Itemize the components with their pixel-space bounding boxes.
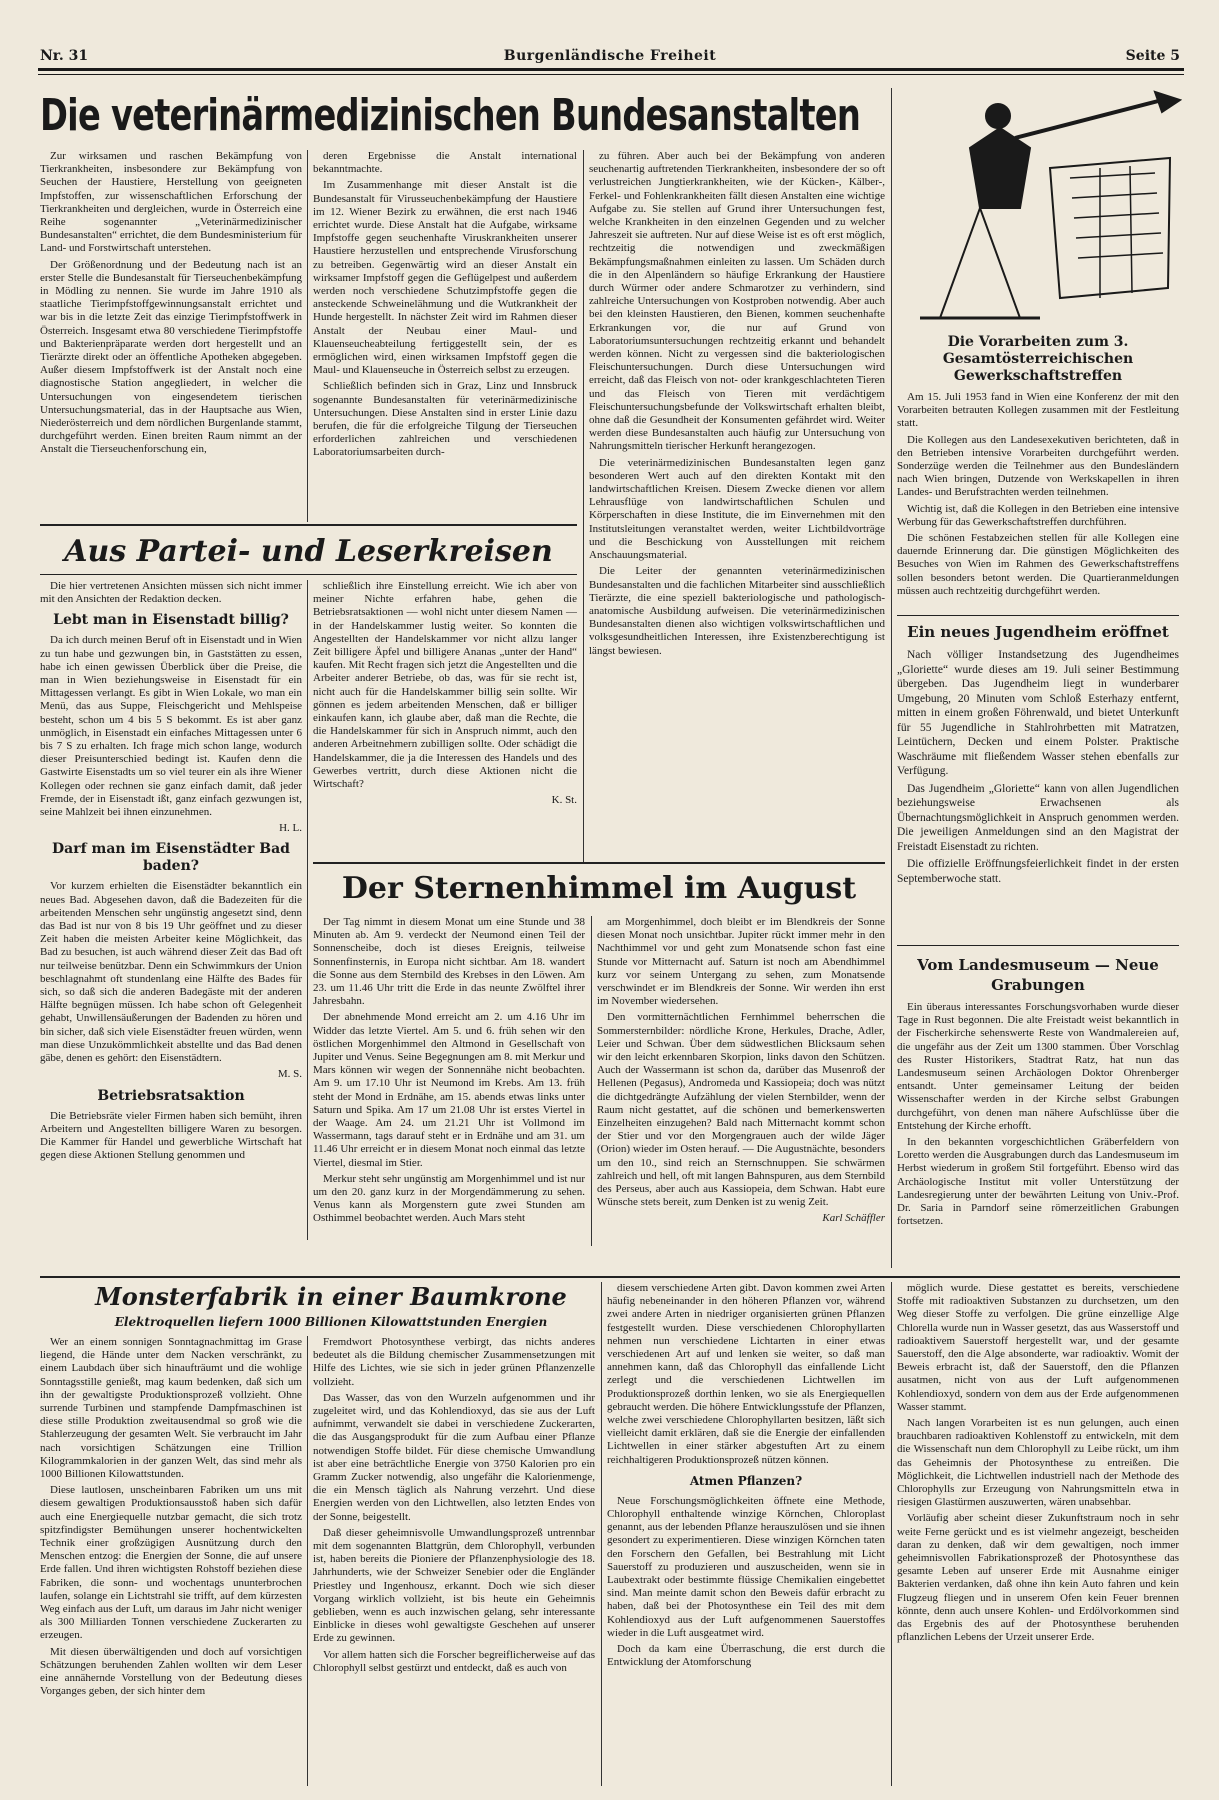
leserkreise-col-1: [40, 580, 302, 1240]
paragraph: Fremdwort Photosynthese verbirgt, das nichts anderes bedeutet als die Bildung chemischer Zusammensetzungen mit Hilfe des Lichtes, wie sie sich in jeder grünen Pflanzenzelle vollzieht.: [313, 1336, 595, 1388]
paragraph: Die Kollegen aus den Landesexekutiven berichteten, daß in den Betrieben intensive Vorarbeiten durchgeführt werden. Sonderzüge werden die Teilnehmer aus den Bundesländern nach Wien bringen, Dutzende von Werkskapellen in ihren Landes- und Berufstrachten werden teilnehmen.: [897, 433, 1179, 499]
issue-number: Nr. 31: [40, 48, 89, 64]
paragraph: Doch da kam eine Überraschung, die erst durch die Entwicklung der Atomforschung: [607, 1643, 885, 1669]
paragraph: deren Ergebnisse die Anstalt international bekanntmachte.: [313, 150, 577, 176]
paragraph: Der Größenordnung und der Bedeutung nach ist an erster Stelle die Bundesanstalt für Tierseuchenbekämpfung in Mödling zu nennen. Sie wurde im Jahre 1910 als staatliche Tierimpfstoffgewinnungsanstalt errichtet und war bis in die letzte Zeit das einzige Tierimpfstoffwerk in Österreich. Insgesamt etwa 80 verschiedene Tierimpfstoffe und Bakterienpräparate werden dort hergestellt und an Tierärzte direkt oder an öffentliche Apotheken abgegeben. Außer diesem Impfstoffwerk ist der Anstalt noch eine diagnostische Station angegliedert, in welcher die Untersuchungen von eingesendetem tierischen Untersuchungsmaterial, das in der Hauptsache aus Wien, Niederösterreich und dem nördlichen Burgenlande stammt, durchgeführt werden. Einen breiten Raum nimmt an der Anstalt die Tierseuchenforschung ein,: [40, 258, 302, 456]
disclaimer: Die hier vertretenen Ansichten müssen sich nicht immer mit den Ansichten der Redaktion decken.: [40, 580, 302, 606]
paragraph: Diese lautlosen, unscheinbaren Fabriken um uns mit diesem gewaltigen Produktionsausstoß haben sich dafür auch eine Energiequelle nutzbar gemacht, die sich trotz spitzfindigster Bemühungen unserer hochentwickelten Technik einer großzügigen Ausnützung durch den Menschen entzog: die Energien der Sonne, die auf unsere Erde fallen. Und ihren wichtigsten Rohstoff beziehen diese Fabriken, die sonn- und wochentags ununterbrochen laufen, solange ein Lichtstrahl sie trifft, auf dem kürzesten Weg einfach aus der Luft, um daraus im Jahr nicht weniger als 300 Milliarden Tonnen verschiedene Zuckerarten zu erzeugen.: [40, 1484, 302, 1642]
paragraph: Merkur steht sehr ungünstig am Morgenhimmel und ist nur um den 20. ganz kurz in der Morgendämmerung zu sehen. Venus kann als Morgenstern gute zwei Stunden am Osthimmel beobachtet werden. Auch Mars steht: [313, 1172, 585, 1225]
section-rule: [40, 1276, 1180, 1278]
landesmuseum-article: [897, 955, 1179, 1275]
monsterfabrik-col-4: [897, 1282, 1179, 1786]
jugendheim-headline: Ein neues Jugendheim eröffnet: [907, 623, 1169, 641]
paragraph: Die offizielle Eröffnungsfeierlichkeit findet in der ersten Septemberwoche statt.: [897, 858, 1179, 885]
paragraph: Die Betriebsräte vieler Firmen haben sich bemüht, ihren Arbeitern und Angestellten billigere Waren zu besorgen. Die Kammer für Handel und gewerbliche Wirtschaft hat gegen diese Aktionen Stellung genommen und: [40, 1109, 302, 1162]
gewerkschaft-trumpeter-illustration: [900, 88, 1182, 328]
paragraph: In den bekannten vorgeschichtlichen Gräberfeldern von Loretto werden die Ausgrabungen durch das Landesmuseum im Herbst wiederum in großem Stil fortgeführt. Ebenso wird das Archäologische Institut mit voller Unterstützung der Landesregierung unter der bewährten Leitung von Univ.-Prof. Dr. Saria in Parndorf seine römerzeitlichen Grabungen fortsetzen.: [897, 1136, 1179, 1228]
atmen-subheadline: Atmen Pflanzen?: [689, 1473, 803, 1488]
paragraph: Die Leiter der genannten veterinärmedizinischen Bundesanstalten und die fachlichen Mitarbeiter sind ausschließlich Tierärzte, die eine speziell bakteriologische und pathologisch-anatomische Ausbildung aufweisen. Die veterinärmedizinischen Bundesanstalten dienen also wichtigen volkswirtschaftlichen und volksgesundheitlichen Interessen, ihre Existenzberechtigung ist längst bewiesen.: [589, 565, 885, 657]
monsterfabrik-subtitle: Elektroquellen liefern 1000 Billionen Kilowattstunden Energien: [114, 1315, 548, 1329]
signature: K. St.: [551, 794, 577, 807]
sternenhimmel-col-1: [313, 916, 585, 1246]
jugendheim-article: [897, 622, 1179, 942]
landesmuseum-body: [897, 1001, 1179, 1261]
paragraph: Nach völliger Instandsetzung des Jugendheimes „Gloriette“ wurde dieses am 19. Juli seiner Bestimmung übergeben. Das Jugendheim liegt in wunderbarer Umgebung, 20 Minuten vom Schloß Esterhazy entfernt, mitten in einem großen Föhrenwald, und bietet Unterkunft für 55 Jugendliche in Stahlrohrbetten mit Matratzen, Leintüchern, Decken und einem Polster. Praktische Waschräume mit fließendem Wasser stehen ebenfalls zur Verfügung.: [897, 649, 1179, 777]
paragraph: möglich wurde. Diese gestattet es bereits, verschiedene Stoffe mit radioaktiven Substanzen zu durchsetzen, um den Weg dieser Stoffe zu verfolgen. Die grüne einzellige Alge Chlorella wurde nun in Wasser gesetzt, das aus Wasserstoff und radioaktivem Sauerstoff hergestellt war, und der gesamte Sauerstoff, den die Alge absonderte, war radioaktiv. Womit der Beweis erbracht ist, daß der Sauerstoff, den die Pflanzen ausatmen, nicht von aus der Luft aufgenommenen Kohlendioxyd, sondern von dem aus der Erde aufgenommenen Wasser stammt.: [897, 1282, 1179, 1413]
header-rule-thin: [38, 74, 1184, 75]
column-rule: [307, 1336, 308, 1786]
paragraph: Der abnehmende Mond erreicht am 2. um 4.16 Uhr im Widder das letzte Viertel. Am 5. und 6. früh sehen wir den östlichen Morgenhimmel den Altmond in Gesellschaft von Jupiter und Venus. Seine Begegnungen am 8. mit Merkur und Mars können wir wegen der Sonnennähe nicht beobachten. Am 9. um 17.10 Uhr ist Neumond im Krebs. Am 13. früh steht der Mond in Erdnähe, am 15. abends etwas links unter Saturn und Spika. Am 17 um 21.08 Uhr ist erstes Viertel in der Waage. Am 24. um 21.21 Uhr ist Vollmond im Wassermann, tags darauf steht er in Erdnähe und am 31. um 11.46 Uhr erreicht er in diesem Monat noch einmal das letzte Viertel, diesmal im Stier.: [313, 1011, 585, 1169]
paragraph: Der Tag nimmt in diesem Monat um eine Stunde und 38 Minuten ab. Am 9. verdeckt der Neumond einen Teil der Sonnenscheibe, doch ist dieses Ereignis, teilweise Sonnenfinsternis, in Europa nicht sichtbar. Am 18. wandert die Sonne aus dem Sternbild des Krebses in den Löwen. Am 23. um 11.46 Uhr tritt die Erde in das neunte Zwölftel ihrer Jahresbahn.: [313, 916, 585, 1008]
section-rule: [313, 862, 885, 864]
paragraph: Die schönen Festabzeichen stellen für alle Kollegen eine dauernde Erinnerung dar. Die günstigen Möglichkeiten des Besuches von Wien im Rahmen des Gewerkschaftstreffens sollen besonders betont werden. Die Quartieranmeldungen müssen auch rechtzeitig durchgeführt werden.: [897, 532, 1179, 597]
monsterfabrik-col-1: [40, 1336, 302, 1786]
paragraph: Daß dieser geheimnisvolle Umwandlungsprozeß untrennbar mit dem sogenannten Blattgrün, dem Chlorophyll, verbunden ist, haben bereits die Pioniere der Pflanzenphysiologie des 18. Jahrhunderts, wie der Schweizer Senebier oder die Engländer Priestley und Ingenhousz, erkannt. Doch wie sich dieser Vorgang wirklich vollzieht, ist bis heute ein Geheimnis geblieben, wenn es auch inzwischen gelang, sehr interessante Einblicke in dieses wohl gewaltigste Geschehen auf unserer Erde zu gewinnen.: [313, 1526, 595, 1645]
paragraph: schließlich ihre Einstellung erreicht. Wie ich aber von meiner Nichte erfahren habe, gehen die Betriebsratsaktionen — wohl nicht unter diesem Namen — in der Handelskammer lustig weiter. So konnten die Angestellten der Handelskammer vor nicht allzu langer Zeit billigere Äpfel und billigere Ananas „unter der Hand“ kaufen. Mit Recht fragen sich jetzt die Angestellten und die Arbeiter anderer Betriebe, ob das, was für sie recht ist, nicht auch für die Handelskammer billig sein sollte. Wir gönnen es jedem arbeitenden Menschen, daß er billiger einkaufen kann, ich glaube aber, daß man die Rechte, die die Handelskammer für sich in Anspruch nimmt, auch den anderen Arbeitnehmern zubilligen sollte. Oder schädigt die Handelskammer, die ja die Interessen des Handels und des Gewerbes vertritt, durch diese Aktionen nicht die Wirtschaft?: [313, 580, 577, 791]
paragraph: Schließlich befinden sich in Graz, Linz und Innsbruck sogenannte Bundesanstalten für veterinärmedizinische Untersuchungen. Diese Anstalten sind in erster Linie dazu berufen, die für die erfolgreiche Tilgung der Tierseuchen erforderlichen zahlreichen und verschiedenen Laboratoriumsarbeiten durch-: [313, 380, 577, 459]
section-rule: [40, 524, 577, 526]
column-rule: [307, 580, 308, 1240]
main-article-col-2: [313, 150, 577, 522]
section-rule: [40, 574, 577, 575]
paragraph: Das Jugendheim „Gloriette“ kann von allen Jugendlichen beziehungsweise Erwachsenen als Übernachtungsmöglichkeit in Anspruch genommen werden. Die jeweiligen Anmeldungen sind an den Magistrat der Freistadt Eisenstadt zu richten.: [897, 782, 1179, 853]
paragraph: Das Wasser, das von den Wurzeln aufgenommen und ihr zugeleitet wird, und das Kohlendioxyd, das sie aus der Luft aufnimmt, verwandelt sie dabei in verschiedene Zuckerarten, die das Ausgangsprodukt für die zum Aufbau einer Pflanze notwendigen Stoffe bildet. Für diese chemische Umwandlung ist aber eine beträchtliche Energie von 3750 Kalorien pro ein Gramm Zucker notwendig, also ungefähr die Kalorienmenge, die ein Mensch täglich als Nahrung verzehrt. Und diese Energien werden von den Lichtwellen, also letzten Endes von der Sonne, beigestellt.: [313, 1391, 595, 1523]
paragraph: Da ich durch meinen Beruf oft in Eisenstadt und in Wien zu tun habe und gezwungen bin, in Gaststätten zu essen, habe ich einen gewissen Überblick über die Preise, die man in Wien beziehungsweise in Eisenstadt für ein Mittagessen verlangt. Es gibt in Wien Lokale, wo man ein Menü, das aus Suppe, Fleischgericht und Mehlspeise besteht, schon um 4 bis 5 S bekommt. Es ist aber ganz unmöglich, in Eisenstadt ein einfaches Mittagessen unter 6 bis 7 S zu erhalten. Ich frage mich schon lange, wodurch dieser Preisunterschied bedingt ist. Kaufen denn die Gastwirte Eisenstadts um so viel teurer ein als ihre Wiener Kollegen oder rechnen sie ganz einfach damit, daß jeder Fremde, der in Eisenstadt ißt, ganz einfach gezwungen ist, seine Mahlzeit bei ihnen einzunehmen.: [40, 634, 302, 819]
section-rule: [897, 945, 1179, 946]
paragraph: Ein überaus interessantes Forschungsvorhaben wurde dieser Tage in Rust begonnen. Die alte Freistadt weist bekanntlich in der Fischerkirche sehenswerte Reste von Wandmalereien auf, die ungefähr aus der Zeit um 1300 stammen. Über Vorschlag des Ruster Historikers, Stadtrat Ratz, hat nun das Landesmuseum seinen Archäologen Doktor Ohrenberger entsandt. Unter gemeinsamer Leitung der beiden Wissenschafter werden in der Kirche selbst Grabungen durchgeführt, von denen man nähere Aufschlüsse über die Entstehung der Kirche erhofft.: [897, 1001, 1179, 1132]
bad-headline: Darf man im Eisenstädter Bad baden?: [52, 841, 290, 875]
paragraph: Wer an einem sonnigen Sonntagnachmittag im Grase liegend, die Hände unter dem Nacken verschränkt, zu einem Laubdach über sich hinaufträumt und die wohlige Sonntagsstille genießt, mag kaum bedenken, daß sich um ihn der gewaltigste Produktionsprozeß vollzieht. Ohne surrende Turbinen und stampfende Dampfmaschinen ist diese stille Produktion zweitausendmal so groß wie die Stahlerzeugung der gesamten Welt. Sie verbraucht im Jahr nach vorsichtigen Schätzungen eine Trillion Kilogrammkalorien in der ganzen Welt, das sind mehr als 1000 Billionen Kilowattstunden.: [40, 1336, 302, 1481]
monsterfabrik-col-2: [313, 1336, 595, 1786]
monsterfabrik-col-3: [607, 1282, 885, 1786]
paragraph: Neue Forschungsmöglichkeiten öffnete eine Methode, Chlorophyll enthaltende winzige Körnchen, Chloroplast genannt, aus der lebenden Pflanze herauszulösen und sie ihnen gesondert zu experimentieren. Diese winzigen Körnchen taten den Forschern den Gefallen, bei Bestrahlung mit Licht Sauerstoff zu produzieren und auszuscheiden, wenn sie in Laubextrakt oder bestimmte flüssige Chemikalien eingebettet sind. Man meinte damit schon den Beweis dafür erbracht zu haben, daß bei der Photosynthese ein Teil des mit dem Kohlendioxyd aus der Luft aufgenommenen Sauerstoffes wieder in die Luft ausgeatmet wird.: [607, 1494, 885, 1639]
paragraph: Mit diesen überwältigenden und doch auf vorsichtigen Schätzungen beruhenden Zahlen wollten wir dem Leser eine annähernde Vorstellung von der Bedeutung dieses Vorganges geben, der sich hinter dem: [40, 1645, 302, 1698]
column-rule: [891, 1282, 892, 1786]
paragraph: diesem verschiedene Arten gibt. Davon kommen zwei Arten häufig nebeneinander in den höheren Pflanzen vor, während zwei andere Arten in niedriger organisierten grünen Pflanzen festgestellt wurden. Diese verschiedenen Chlorophyllarten nehmen nun verschiedene Lichtarten in einer etwas verschiedenen Art auf und lenken sie weiter, so daß man annehmen kann, daß das Chlorophyll das einfallende Licht zerlegt und die verschiedenen Lichtwellen im Produktionsprozeß dorthin lenken, wo sie als Energiequellen gebraucht werden. Die höhere Entwicklungsstufe der Pflanzen, welche zwei verschiedene Chlorophyllarten besitzen, läßt sich vielleicht damit erklären, daß sie die Energie der einfallenden Lichtwellen in einer stärker abgestuften Art zu einem reichhaltigeren Produktionsprozeß nützen können.: [607, 1282, 885, 1466]
paragraph: Vor allem hatten sich die Forscher begreiflicherweise auf das Chlorophyll selbst gestürzt und entdeckt, daß es auch von: [313, 1648, 595, 1674]
main-article-col-3: [589, 150, 885, 862]
monsterfabrik-headline: Monsterfabrik in einer Baumkrone: [95, 1282, 567, 1311]
column-rule: [601, 1282, 602, 1786]
paragraph: Im Zusammenhange mit dieser Anstalt ist die Bundesanstalt für Virusseuchenbekämpfung der Haustiere im 12. Wiener Bezirk zu erwähnen, die erst nach 1946 errichtet wurde. Diese Anstalt hat die Aufgabe, wirksame Impfstoffe gegen seuchenhafte Viruskrankheiten unserer Haustiere herzustellen und entsprechende Virusforschung zu betreiben. Gegenwärtig wird an dieser Anstalt ein wirksamer Impfstoff gegen die Geflügelpest und außerdem werden noch verschiedene Schutzimpfstoffe gegen die ansteckende Schweinelähmung und die Wutkrankheit der Hunde hergestellt. In nächster Zeit wird im Rahmen dieser Anstalt der Neubau einer Maul- und Klauenseucheabteilung fertiggestellt sein, der es ermöglichen wird, einen wirksamen Impfstoff gegen die Maul- und Klauenseuche in Österreich selbst zu erzeugen.: [313, 179, 577, 377]
sternenhimmel-headline: Der Sternenhimmel im August: [341, 871, 857, 906]
paragraph: Die veterinärmedizinischen Bundesanstalten legen ganz besonderen Wert auch auf den direkten Kontakt mit den landwirtschaftlichen Kreisen. Diesem Zwecke dienen vor allem Lehrausflüge von landwirtschaftlichen Schulen und Körperschaften in diese Institute, die im Einvernehmen mit den Institutsleitungen veranstaltet werden, weiter Lichtbildvorträge und die Beschickung von Ausstellungen mit reichem Anschauungsmaterial.: [589, 456, 885, 562]
sternenhimmel-col-2: [597, 916, 885, 1246]
newspaper-name: Burgenländische Freiheit: [503, 48, 717, 64]
column-rule: [591, 916, 592, 1246]
main-article-col-1: [40, 150, 302, 522]
jugendheim-body: [897, 648, 1179, 918]
column-rule: [307, 150, 308, 522]
eisenstadt-headline: Lebt man in Eisenstadt billig?: [53, 612, 289, 629]
paragraph: Vorläufig aber scheint dieser Zukunftstraum noch in sehr weite Ferne gerückt und es ist vielmehr angezeigt, bescheiden daran zu denken, daß wir dem gewaltigen, noch immer geheimnisvollen Fabrikationsprozeß der Photosynthese das gesamte Leben auf unserer Erde mit Ausnahme einiger Bakterien verdanken, daß ohne ihn kein Auto fahren und kein Flugzeug fliegen und in unserem Ofen kein Feuer brennen könnte, denn auch unsere Kohlen- und Erdölvorkommen sind das Ergebnis des auf der Photosynthese beruhenden pflanzlichen Lebens der Urzeit unserer Erde.: [897, 1512, 1179, 1644]
betriebsrat-headline: Betriebsratsaktion: [97, 1087, 245, 1104]
paragraph: Am 15. Juli 1953 fand in Wien eine Konferenz der mit den Vorarbeiten betrauten Kollegen zusammen mit der Festleitung statt.: [897, 391, 1179, 430]
paragraph: zu führen. Aber auch bei der Bekämpfung von anderen seuchenartig auftretenden Tierkrankheiten, insbesondere der so oft verlustreichen Jungtierkrankheiten, wie der Kücken-, Kälber-, Ferkel- und Fohlenkrankheiten fällt diesen Anstalten eine wichtige Aufgabe zu. Sie stellen auf Grund ihrer Untersuchungen fest, welche Krankheiten in den einzelnen Gegenden und zu welcher Jahreszeit sie auftreten. Nur auf diese Weise ist es oft erst möglich, rechtzeitig die notwendigen und zweckmäßigen Bekämpfungsmaßnahmen einleiten zu lassen. Um Schäden durch die in den Alpenländern so häufige Erkrankung der Haustiere durch Würmer oder andere Schmarotzer zu verhindern, sind zahlreiche Untersuchungen von Kostproben notwendig. Aber auch bei den kleinsten Haustieren, den Bienen, kommen seuchenhafte Erkrankungen vor, die nur auf Grund von Laboratoriumsuntersuchungen rechtzeitig erkannt und behandelt werden können. Nicht zu vergessen sind die bakteriologischen Fleischuntersuchungen. Durch diese Untersuchungen wird erreicht, daß das Fleisch von not- oder krankgeschlachteten Tieren und das Fleisch von Tieren mit verdächtigem Fleischuntersuchungsbefunde der Volkswirtschaft erhalten bleibt, ohne daß die Gesundheit der Konsumenten gefährdet wird. Weiter werden diese Bundesanstalten auch häufig zur Untersuchung von Nahrungsmitteln tierischer Herkunft herangezogen.: [589, 150, 885, 453]
signature: H. L.: [279, 822, 302, 835]
column-rule: [583, 150, 584, 862]
paragraph: Zur wirksamen und raschen Bekämpfung von Tierkrankheiten, insbesondere zur Bekämpfung von Seuchen der Haustiere, Herstellung von geeigneten Impfstoffen, zur wissenschaftlichen Erforschung der Tierkrankheiten und dergleichen, wurde in Österreich eine Reihe sogenannter „Veterinärmedizinischer Bundesanstalten“ errichtet, die dem Bundesministerium für Land- und Forstwirtschaft unterstehen.: [40, 150, 302, 255]
leserkreise-col-2: [313, 580, 577, 850]
paragraph: Nach langen Vorarbeiten ist es nun gelungen, auch einen brauchbaren radioaktiven Kohlenstoff zu entwickeln, mit dem die Wissenschaft nun dem Chlorophyll zu Leibe rückt, um ihm das Geheimnis der Photosynthese zu entreißen. Die Möglichkeit, die Lichtwellen industriell nach der Methode des Chlorophylls zur Erzeugung von Nahrungsmitteln etwa in riesigen Glastürmen auszuwerten, wären unabsehbar.: [897, 1417, 1179, 1509]
leserkreise-headline: Aus Partei- und Leserkreisen: [64, 534, 553, 569]
author: Karl Schäffler: [822, 1212, 885, 1225]
paragraph: Wichtig ist, daß die Kollegen in den Betrieben eine intensive Werbung für das Gewerkschaftstreffen durchführen.: [897, 502, 1179, 528]
page-number: Seite 5: [1125, 48, 1180, 64]
landesmuseum-headline: Vom Landesmuseum — Neue Grabungen: [917, 956, 1159, 994]
header-rule: [38, 68, 1184, 71]
page-header: [40, 48, 1180, 68]
paragraph: Vor kurzem erhielten die Eisenstädter bekanntlich ein neues Bad. Abgesehen davon, daß die Badezeiten für die arbeitenden Menschen sehr ungünstig angesetzt sind, denn das Bad ist nur von 8 bis 19 Uhr geöffnet und zu dieser Zeit haben die meisten Arbeiter keine Möglichkeit, das Bad zu besuchen, ist auch während dieser Zeit das Bad oft nur teilweise benützbar. Denn ein Schwimmkurs der Union beschlagnahmt oft stundenlang eine Hälfte des Bades für sich, so daß sich die anderen Badegäste mit der anderen Hälfte begnügen müssen. Ich habe schon oft Gelegenheit gehabt, Unwillensäußerungen der Badenden zu hören und bin sicher, daß sich viele Eisenstädter freuen würden, wenn man diese Unzukömmlichkeit abstellte und das Bad denen gäbe, denen es gehört: den Eisenstädtern.: [40, 880, 302, 1065]
column-rule: [891, 88, 892, 1268]
section-rule: [897, 615, 1179, 616]
main-headline: Die veterinärmedizinischen Bundesanstalten: [40, 90, 861, 141]
vorarbeiten-headline: Die Vorarbeiten zum 3. Gesamtösterreichischen Gewerkschaftstreffen: [942, 334, 1134, 384]
signature: M. S.: [277, 1068, 302, 1081]
paragraph: Den vormitternächtlichen Fernhimmel beherrschen die Sommersternbilder: nördliche Krone, Herkules, Drache, Adler, Leier und Schwan. Über dem südwestlichen Blicksaum sehen wir den leicht erkennbaren Skorpion, links davon den Schützen. Auch der Wassermann ist schon da, darüber das Musenroß der Hellenen (Pegasus), Andromeda und Kassiopeia; doch was nützt die dichtgedrängte Aufzählung der vielen Sternbilder, wenn der Raum nicht gestattet, auf die schönen und bemerkenswerten Einzelheiten einzugehen? Bald nach Mitternacht kommt schon der Stier und vor den Morgengrauen auch der wilde Jäger (Orion) wieder im Osten herauf. — Die Augustnächte, besonders um den 10., sind reich an Sternschnuppen. Sie schwärmen zahlreich und hell, oft mit langen Bahnspuren, aus dem Sternbild des Perseus, aber auch aus Kassiopeia, dem Schwan. Habt eure Wünsche stets bereit, zum Denken ist zu wenig Zeit.: [597, 1011, 885, 1209]
paragraph: am Morgenhimmel, doch bleibt er im Blendkreis der Sonne diesen Monat noch unsichtbar. Jupiter rückt immer mehr in den Nachthimmel vor und geht zum Monatsende schon fast eine Stunde vor Mitternacht auf. Saturn ist noch am Abendhimmel kurz vor seinem Untergang zu sehen, zum Monatsende verschwindet er im Blendkreis der Sonne. Wir werden ihn erst im November wiedersehen.: [597, 916, 885, 1008]
